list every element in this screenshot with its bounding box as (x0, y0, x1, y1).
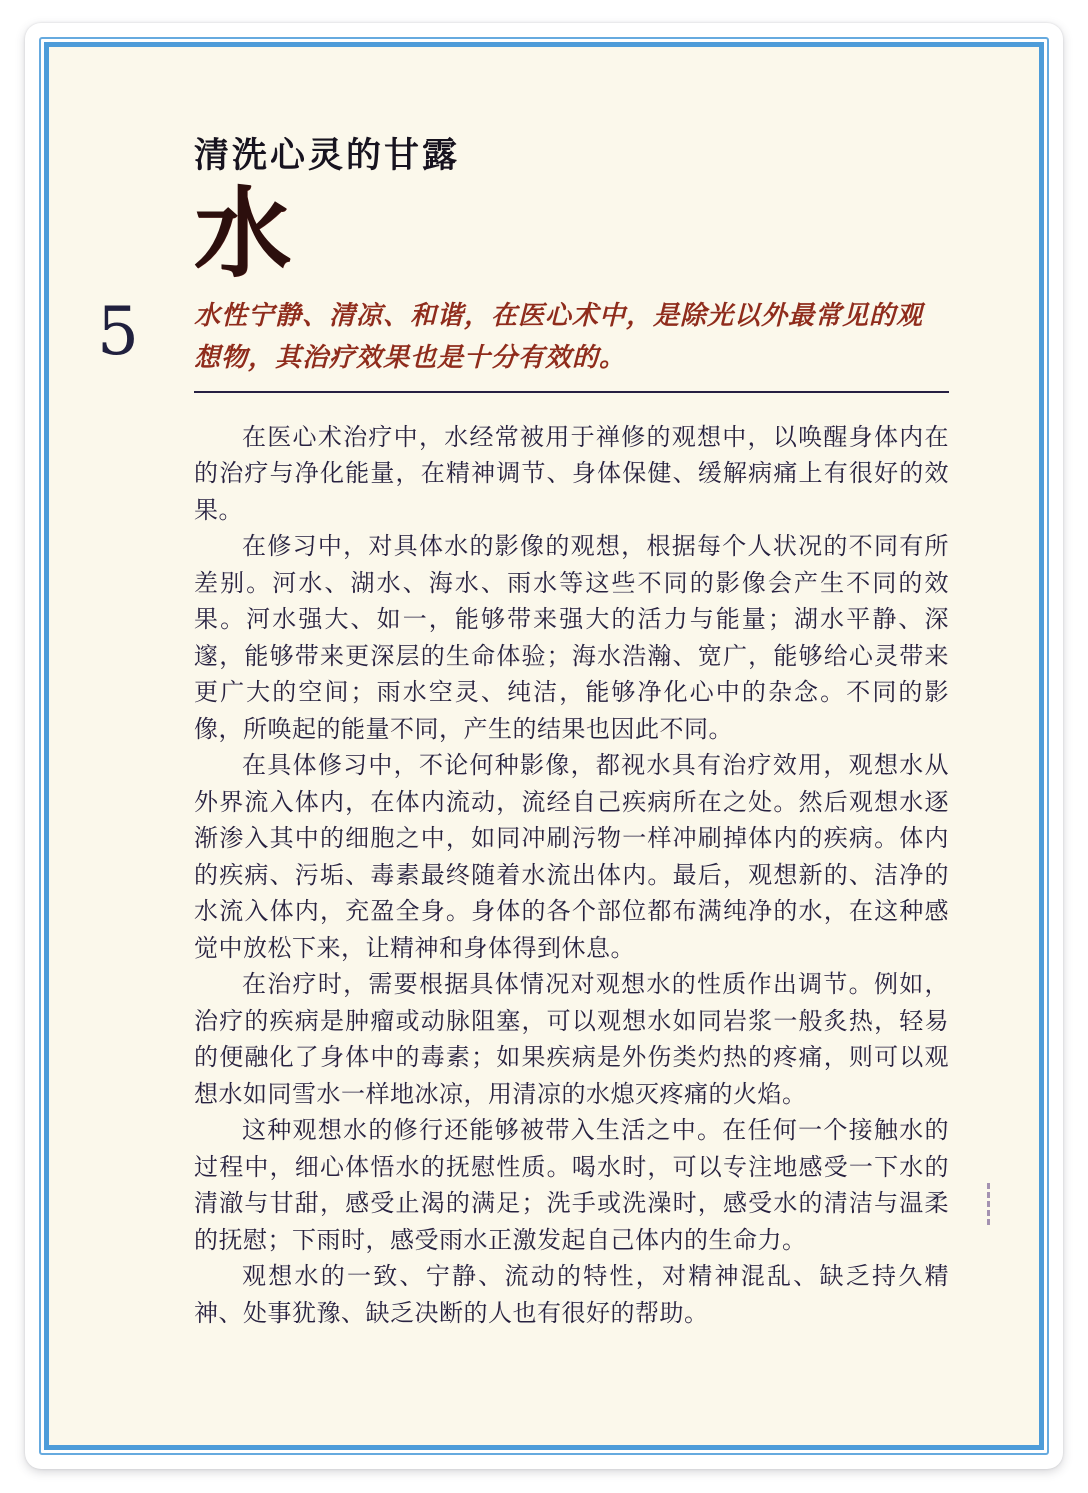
body-paragraph: 这种观想水的修行还能够被带入生活之中。在任何一个接触水的过程中，细心体悟水的抚慰性质。喝水时，可以专注地感受一下水的清澈与甘甜，感受止渴的满足；洗手或洗澡时，感受水的清洁与温柔的抚慰；下雨时，感受雨水正激发起自己体内的生命力。 (194, 1116, 949, 1254)
section-divider (194, 391, 949, 393)
body-paragraph: 在医心术治疗中，水经常被用于禅修的观想中，以唤醒身体内在的治疗与净化能量，在精神调节、身体保健、缓解病痛上有很好的效果。 (194, 422, 949, 524)
chapter-title: 水 (194, 176, 291, 290)
dashed-mark (987, 1183, 990, 1225)
chapter-subtitle: 水性宁静、清凉、和谐，在医心术中，是除光以外最常见的观想物，其治疗效果也是十分有效的。 (194, 300, 924, 373)
body-text (194, 419, 949, 1332)
page-content (49, 47, 1039, 1445)
body-paragraph: 在修习中，对具体水的影像的观想，根据每个人状况的不同有所差别。河水、湖水、海水、雨水等这些不同的影像会产生不同的效果。河水强大、如一，能够带来强大的活力与能量；湖水平静、深邃，能够带来更深层的生命体验；海水浩瀚、宽广，能够给心灵带来更广大的空间；雨水空灵、纯洁，能够净化心中的杂念。不同的影像，所唤起的能量不同，产生的结果也因此不同。 (194, 532, 949, 743)
chapter-kicker: 清洗心灵的甘露 (194, 136, 461, 176)
book-page-card (25, 23, 1063, 1469)
body-paragraph: 观想水的一致、宁静、流动的特性，对精神混乱、缺乏持久精神、处事犹豫、缺乏决断的人也有很好的帮助。 (194, 1262, 949, 1327)
chapter-number: 5 (97, 293, 139, 370)
body-paragraph: 在治疗时，需要根据具体情况对观想水的性质作出调节。例如，治疗的疾病是肿瘤或动脉阻塞，可以观想水如同岩浆一般炙热，轻易的便融化了身体中的毒素；如果疾病是外伤类灼热的疼痛，则可以观想水如同雪水一样地冰凉，用清凉的水熄灭疼痛的火焰。 (194, 970, 949, 1108)
body-paragraph: 在具体修习中，不论何种影像，都视水具有治疗效用，观想水从外界流入体内，在体内流动，流经自己疾病所在之处。然后观想水逐渐渗入其中的细胞之中，如同冲刷污物一样冲刷掉体内的疾病。体内的疾病、污垢、毒素最终随着水流出体内。最后，观想新的、洁净的水流入体内，充盈全身。身体的各个部位都布满纯净的水，在这种感觉中放松下来，让精神和身体得到休息。 (194, 751, 949, 962)
outer-blue-frame (39, 37, 1049, 1455)
inner-blue-frame (44, 42, 1044, 1450)
